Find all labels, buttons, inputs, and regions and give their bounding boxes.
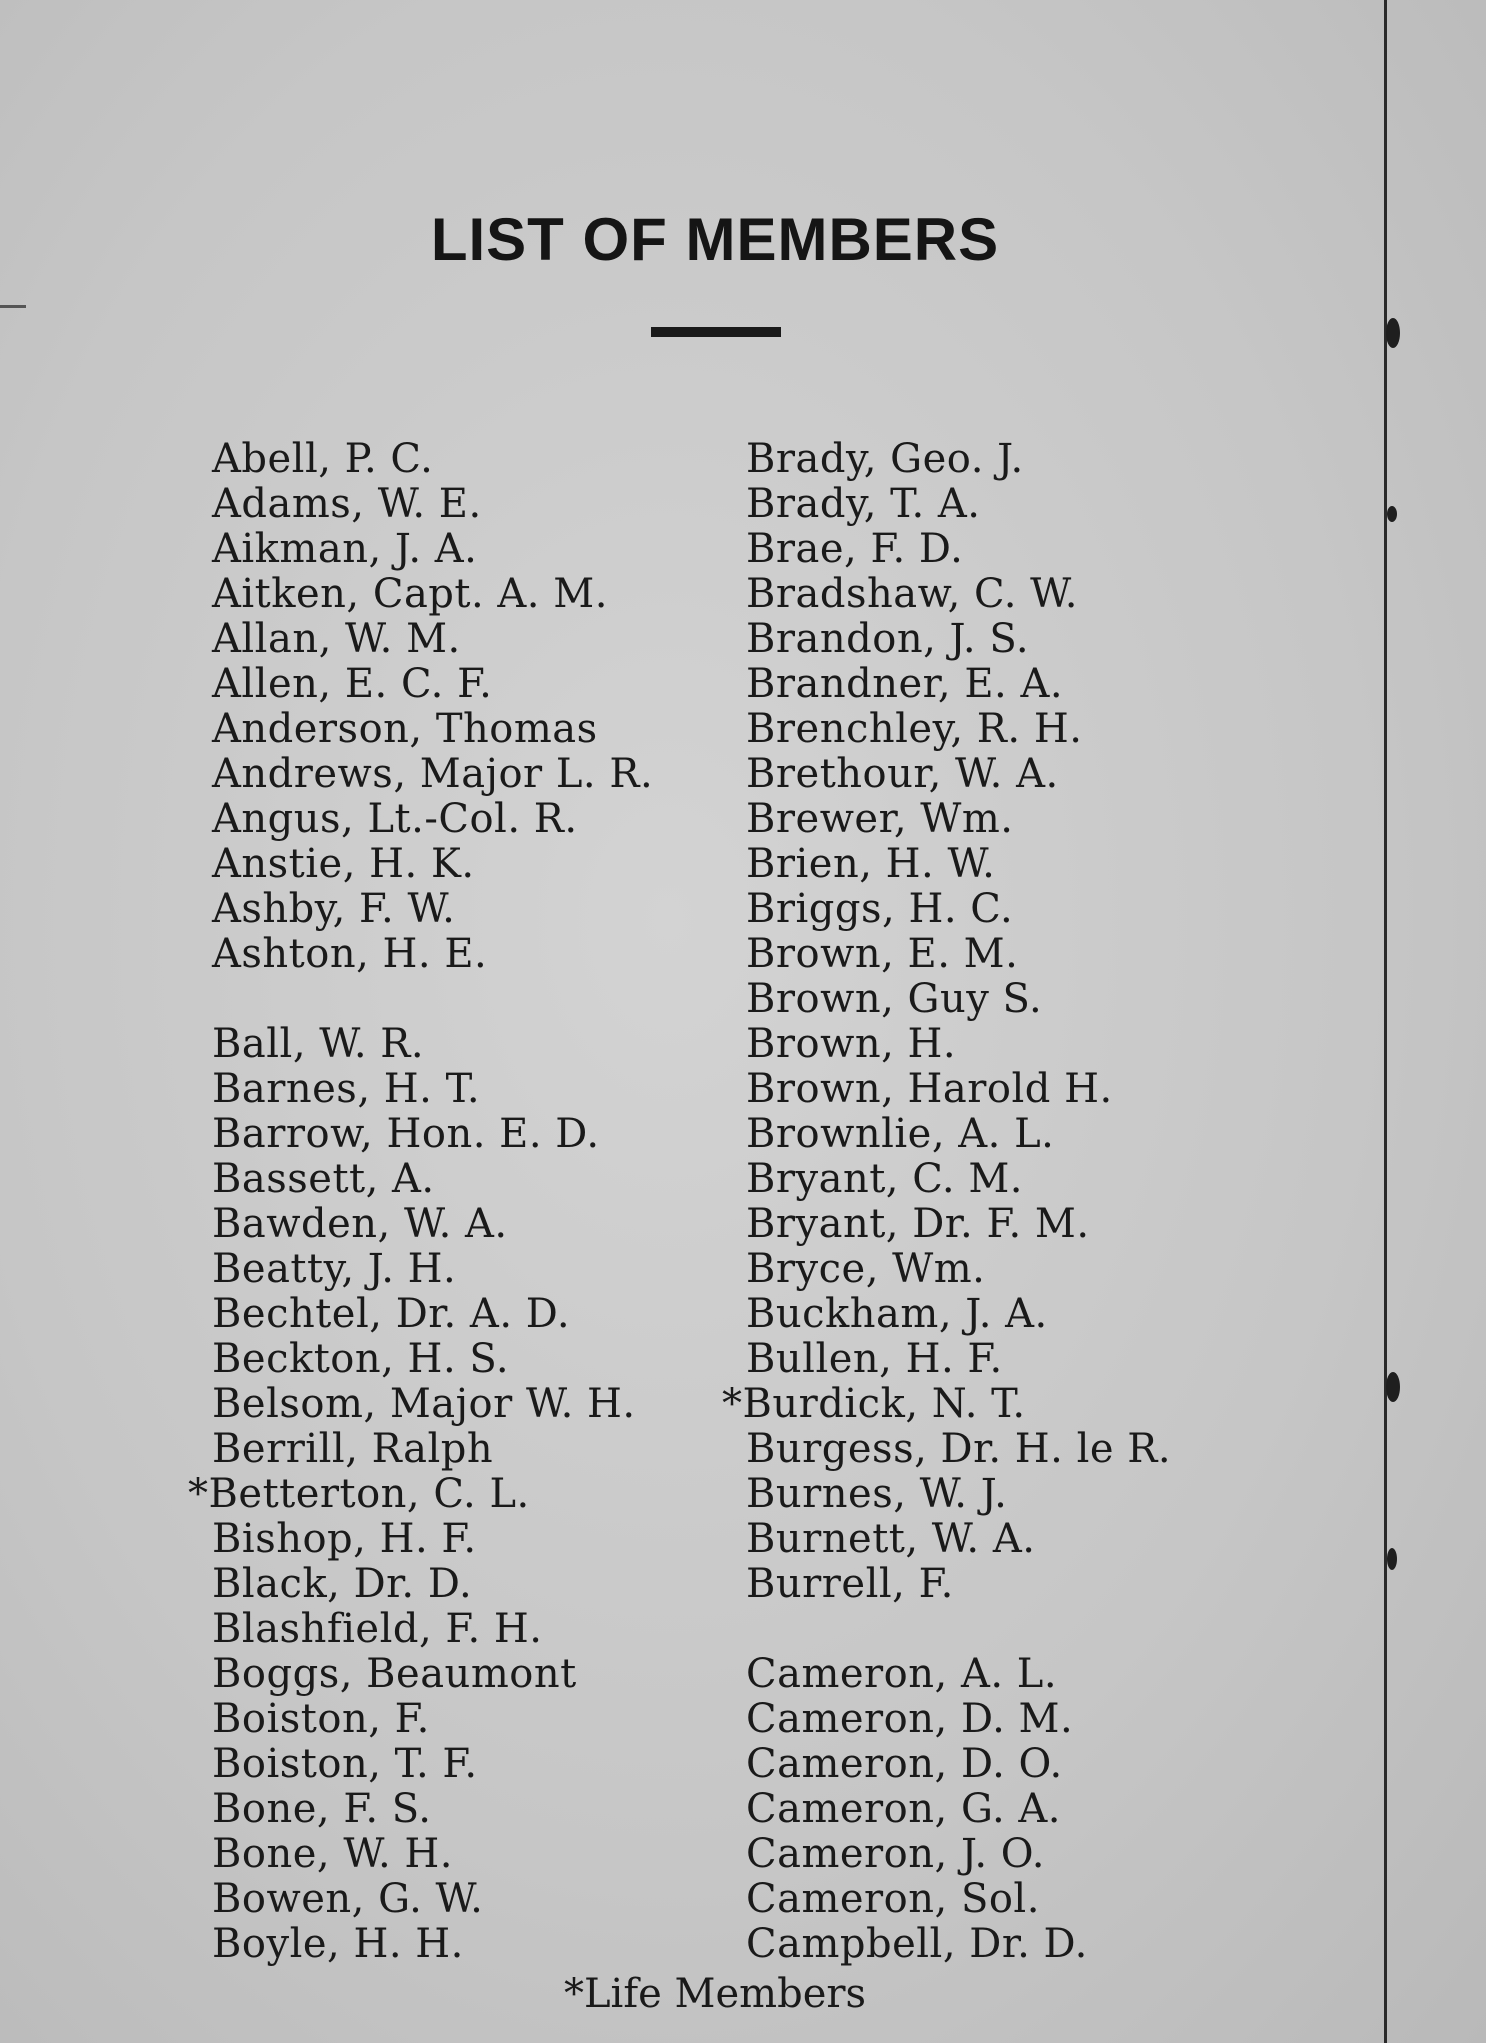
member-name: Cameron, J. O. xyxy=(746,1831,1045,1877)
member-name: Brandon, J. S. xyxy=(746,616,1030,662)
member-name: Campbell, Dr. D. xyxy=(746,1921,1088,1967)
member-name: Bone, F. S. xyxy=(212,1786,432,1832)
member-name: Aikman, J. A. xyxy=(212,526,478,572)
binding-mark xyxy=(1387,506,1397,522)
member-name: Burrell, F. xyxy=(746,1561,954,1607)
member-name: Bishop, H. F. xyxy=(212,1516,477,1562)
member-name: Bryant, C. M. xyxy=(746,1156,1024,1202)
member-name: Burnes, W. J. xyxy=(746,1471,1008,1517)
member-name: Brown, H. xyxy=(746,1021,957,1067)
member-name: Ashton, H. E. xyxy=(212,931,488,977)
member-name: Brown, Guy S. xyxy=(746,976,1043,1022)
member-name: Bullen, H. F. xyxy=(746,1336,1003,1382)
member-name: Blashfield, F. H. xyxy=(212,1606,543,1652)
member-name: Burnett, W. A. xyxy=(746,1516,1036,1562)
member-name: *Burdick, N. T. xyxy=(722,1381,1026,1427)
member-name: Anderson, Thomas xyxy=(212,706,598,752)
list-gap xyxy=(746,1607,1171,1652)
member-name: Adams, W. E. xyxy=(212,481,482,527)
member-name: Brady, Geo. J. xyxy=(746,436,1024,482)
member-name: Barrow, Hon. E. D. xyxy=(212,1111,600,1157)
member-name: Bassett, A. xyxy=(212,1156,435,1202)
member-name: Beckton, H. S. xyxy=(212,1336,510,1382)
member-name: Ashby, F. W. xyxy=(212,886,456,932)
member-name: Ball, W. R. xyxy=(212,1021,425,1067)
member-name: Brown, E. M. xyxy=(746,931,1019,977)
footnote: *Life Members xyxy=(563,1971,867,2017)
member-name: Anstie, H. K. xyxy=(212,841,475,887)
member-name: *Betterton, C. L. xyxy=(188,1471,530,1517)
member-name: Black, Dr. D. xyxy=(212,1561,473,1607)
member-name: Abell, P. C. xyxy=(212,436,434,482)
binding-mark xyxy=(1387,1548,1397,1570)
member-name: Burgess, Dr. H. le R. xyxy=(746,1426,1172,1472)
member-name: Beatty, J. H. xyxy=(212,1246,457,1292)
member-name: Cameron, G. A. xyxy=(746,1786,1062,1832)
member-name: Buckham, J. A. xyxy=(746,1291,1048,1337)
member-list-left xyxy=(188,436,654,1967)
member-name: Angus, Lt.-Col. R. xyxy=(212,796,578,842)
member-name: Brandner, E. A. xyxy=(746,661,1064,707)
member-name: Briggs, H. C. xyxy=(746,886,1014,932)
member-name: Boggs, Beaumont xyxy=(212,1651,577,1697)
member-name: Brady, T. A. xyxy=(746,481,981,527)
member-name: Cameron, D. O. xyxy=(746,1741,1063,1787)
member-name: Boiston, T. F. xyxy=(212,1741,478,1787)
member-name: Allan, W. M. xyxy=(212,616,461,662)
binding-mark xyxy=(1386,318,1400,348)
member-name: Cameron, A. L. xyxy=(746,1651,1058,1697)
binding-edge xyxy=(1384,0,1387,2043)
member-name: Boyle, H. H. xyxy=(212,1921,464,1967)
member-name: Berrill, Ralph xyxy=(212,1426,494,1472)
member-name: Bone, W. H. xyxy=(212,1831,453,1877)
member-name: Belsom, Major W. H. xyxy=(212,1381,636,1427)
member-name: Bryant, Dr. F. M. xyxy=(746,1201,1090,1247)
list-gap xyxy=(212,977,653,1022)
member-name: Brewer, Wm. xyxy=(746,796,1014,842)
member-name: Bawden, W. A. xyxy=(212,1201,508,1247)
binding-mark xyxy=(1386,1372,1400,1402)
member-name: Andrews, Major L. R. xyxy=(212,751,654,797)
member-name: Brenchley, R. H. xyxy=(746,706,1083,752)
member-name: Cameron, Sol. xyxy=(746,1876,1040,1922)
member-name: Brae, F. D. xyxy=(746,526,964,572)
page-title: LIST OF MEMBERS xyxy=(430,206,1000,273)
margin-mark xyxy=(0,305,26,308)
member-name: Barnes, H. T. xyxy=(212,1066,481,1112)
member-name: Bowen, G. W. xyxy=(212,1876,484,1922)
member-name: Brownlie, A. L. xyxy=(746,1111,1055,1157)
member-name: Bradshaw, C. W. xyxy=(746,571,1078,617)
member-name: Bryce, Wm. xyxy=(746,1246,986,1292)
member-name: Bechtel, Dr. A. D. xyxy=(212,1291,571,1337)
member-name: Cameron, D. M. xyxy=(746,1696,1074,1742)
member-name: Brethour, W. A. xyxy=(746,751,1059,797)
member-list-right xyxy=(722,436,1172,1967)
member-name: Allen, E. C. F. xyxy=(212,661,493,707)
member-name: Aitken, Capt. A. M. xyxy=(212,571,608,617)
title-rule xyxy=(651,327,781,337)
member-name: Brien, H. W. xyxy=(746,841,996,887)
member-name: Boiston, F. xyxy=(212,1696,430,1742)
member-name: Brown, Harold H. xyxy=(746,1066,1113,1112)
